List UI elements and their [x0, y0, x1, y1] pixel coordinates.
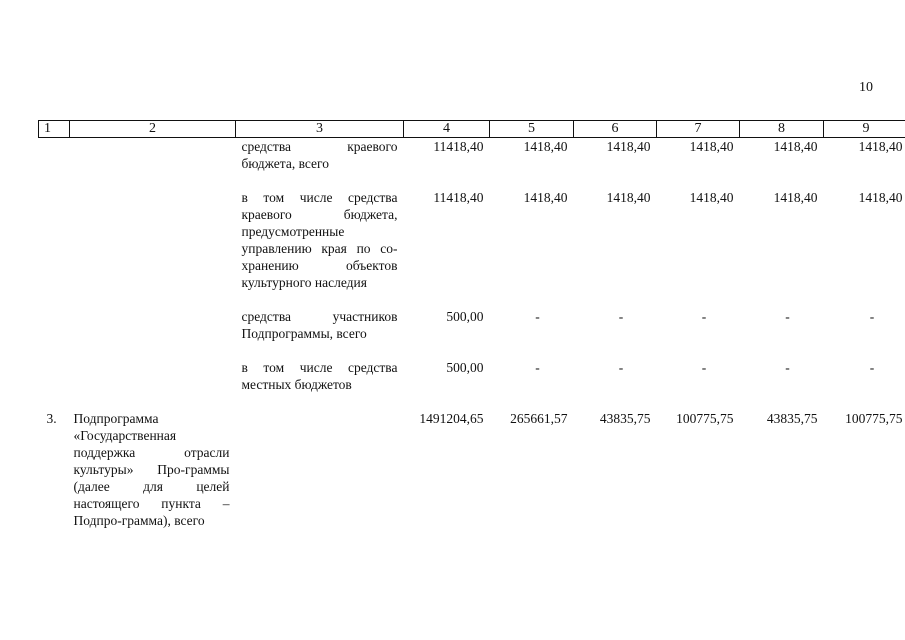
value-cell: -	[618, 309, 624, 324]
funding-source	[236, 410, 404, 529]
value-cell: 1418,40	[606, 139, 651, 154]
column-number: 8	[740, 121, 824, 138]
column-number: 5	[490, 121, 574, 138]
value-cell: 1418,40	[689, 139, 734, 154]
column-number: 9	[824, 121, 905, 138]
program-name	[70, 359, 236, 393]
row-spacer	[39, 291, 905, 308]
value-cell: -	[535, 309, 540, 324]
value-cell: 43835,75	[599, 411, 651, 426]
row-index	[39, 308, 70, 342]
value-cell: 100775,75	[845, 411, 903, 426]
funding-source: в том числе средства местных бюджетов	[241, 360, 398, 392]
row-spacer	[39, 393, 905, 410]
value-cell: -	[869, 309, 875, 324]
value-cell: -	[535, 360, 540, 375]
column-number: 3	[236, 121, 404, 138]
program-name	[70, 138, 236, 173]
row-index	[39, 138, 70, 173]
value-cell: 500,00	[446, 360, 484, 375]
program-name: Подпрограмма «Государственная поддержка отрасли культуры» Про-граммы (далее для целей настоящего пункта – Подпро-грамма), всего	[73, 411, 230, 528]
value-cell: 11418,40	[433, 139, 484, 154]
page-number: 10	[859, 80, 873, 95]
column-number: 4	[404, 121, 490, 138]
value-cell: 1418,40	[773, 139, 818, 154]
value-cell: 11418,40	[433, 190, 484, 205]
value-cell: 265661,57	[510, 411, 568, 426]
value-cell: 100775,75	[676, 411, 734, 426]
value-cell: -	[785, 360, 790, 375]
value-cell: -	[701, 360, 707, 375]
row-index	[39, 359, 70, 393]
value-cell: 1418,40	[858, 139, 903, 154]
column-number: 7	[657, 121, 740, 138]
budget-table	[38, 120, 905, 529]
value-cell: 1418,40	[523, 139, 568, 154]
funding-source: средства краевого бюджета, всего	[241, 139, 398, 171]
row-index: 3.	[46, 411, 57, 426]
table-row	[39, 138, 905, 173]
value-cell: 1418,40	[773, 190, 818, 205]
column-number-header	[39, 121, 905, 138]
program-name	[70, 308, 236, 342]
value-cell: 1418,40	[523, 190, 568, 205]
program-name	[70, 189, 236, 291]
value-cell: 1418,40	[858, 190, 903, 205]
column-number: 6	[574, 121, 657, 138]
row-spacer	[39, 172, 905, 189]
column-number: 2	[70, 121, 236, 138]
table-row	[39, 189, 905, 291]
value-cell: -	[785, 309, 790, 324]
value-cell: 43835,75	[766, 411, 818, 426]
funding-source: в том числе средства краевого бюджета, предусмотренные управлению края по со-хранению объектов культурного наследия	[241, 190, 398, 290]
value-cell: -	[618, 360, 624, 375]
funding-source: средства участников Подпрограммы, всего	[241, 309, 398, 341]
value-cell: 1418,40	[689, 190, 734, 205]
row-spacer	[39, 342, 905, 359]
value-cell: -	[701, 309, 707, 324]
table-row	[39, 410, 905, 529]
value-cell: 500,00	[446, 309, 484, 324]
row-index	[39, 189, 70, 291]
value-cell: 1418,40	[606, 190, 651, 205]
table-row	[39, 359, 905, 393]
table-row	[39, 308, 905, 342]
column-number: 1	[39, 121, 70, 138]
value-cell: -	[869, 360, 875, 375]
value-cell: 1491204,65	[419, 411, 484, 426]
